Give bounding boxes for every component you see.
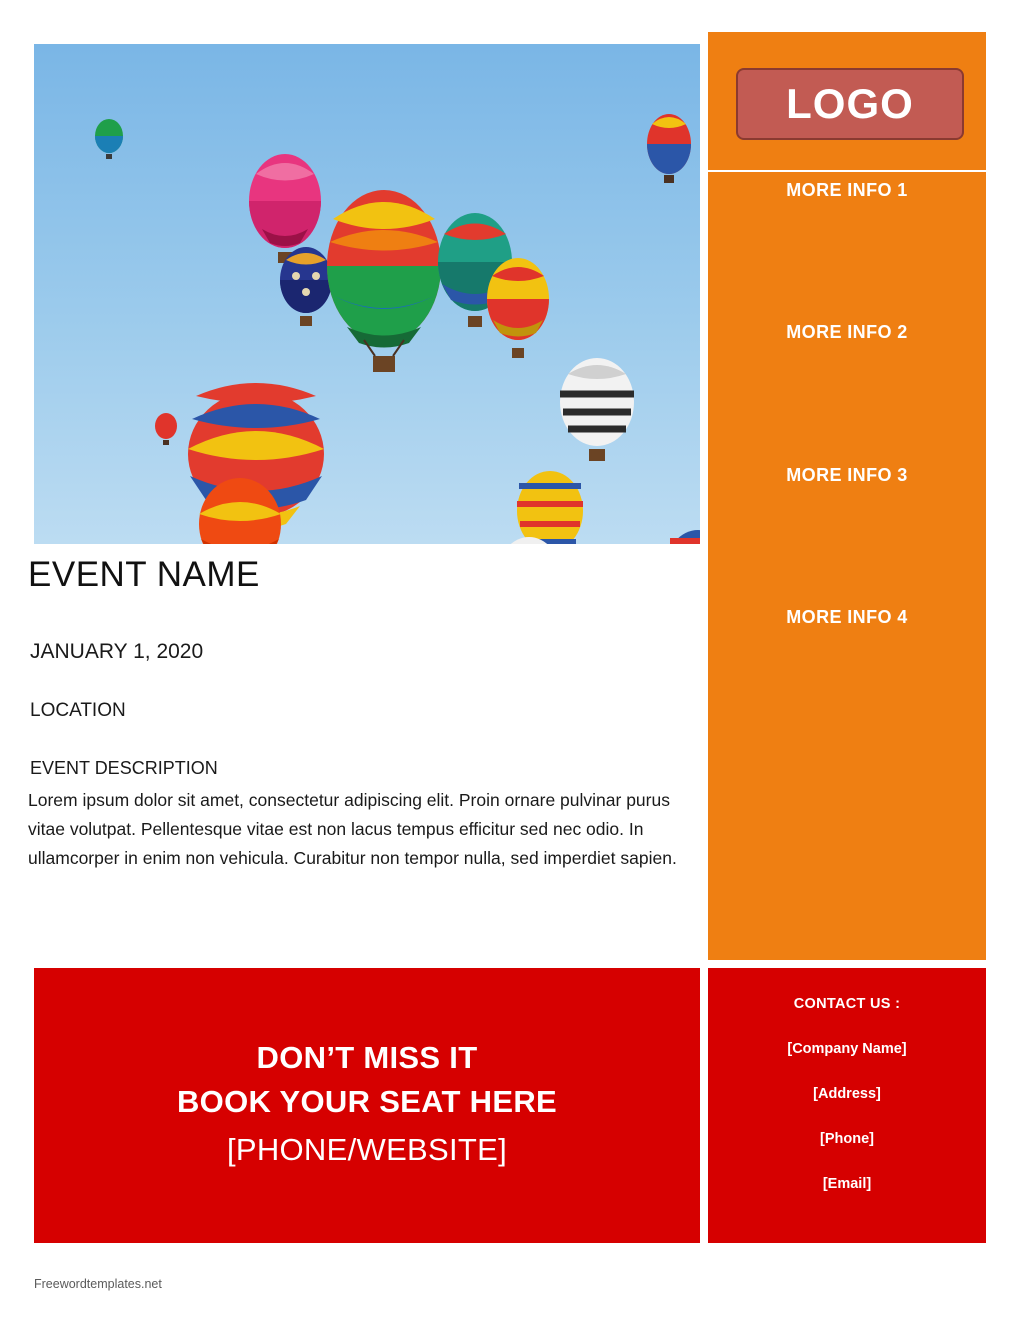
more-info-item-2[interactable]: MORE INFO 2 — [786, 322, 908, 342]
cta-line-2: BOOK YOUR SEAT HERE — [176, 1083, 558, 1119]
event-description-body: Lorem ipsum dolor sit amet, consectetur adipiscing elit. Proin ornare pulvinar purus vitae volutpat. Pellentesque vitae est non lacus tempus efficitur sed nec odio. In ullamcorper in enim non vehicula. Curabitur non tempor nulla, sed imperdiet sapien. — [28, 790, 677, 868]
cta-phone-website: [PHONE/WEBSITE] — [226, 1131, 508, 1167]
more-info-item-4[interactable]: MORE INFO 4 — [786, 607, 908, 627]
contact-title: CONTACT US : — [793, 996, 901, 1012]
logo-label: LOGO — [786, 80, 914, 127]
more-info-item-1[interactable]: MORE INFO 1 — [786, 180, 908, 200]
contact-email: [Email] — [822, 1176, 872, 1192]
contact-phone: [Phone] — [820, 1131, 874, 1147]
contact-company: [Company Name] — [787, 1041, 907, 1057]
logo-band — [708, 32, 986, 170]
balloons-illustration — [34, 44, 700, 544]
event-location: LOCATION — [30, 700, 126, 721]
cta-banner[interactable] — [34, 968, 700, 1243]
event-description-heading: EVENT DESCRIPTION — [30, 758, 218, 778]
contact-address: [Address] — [813, 1086, 881, 1102]
event-title: EVENT NAME — [28, 555, 260, 594]
contact-panel — [708, 968, 986, 1243]
more-info-panel — [708, 172, 986, 960]
footer-credit: Freewordtemplates.net — [34, 1277, 162, 1291]
logo-placeholder[interactable] — [736, 68, 964, 140]
hero-image — [34, 44, 700, 544]
cta-line-1: DON’T MISS IT — [256, 1039, 478, 1075]
more-info-item-3[interactable]: MORE INFO 3 — [786, 465, 908, 485]
event-date: JANUARY 1, 2020 — [30, 640, 204, 663]
